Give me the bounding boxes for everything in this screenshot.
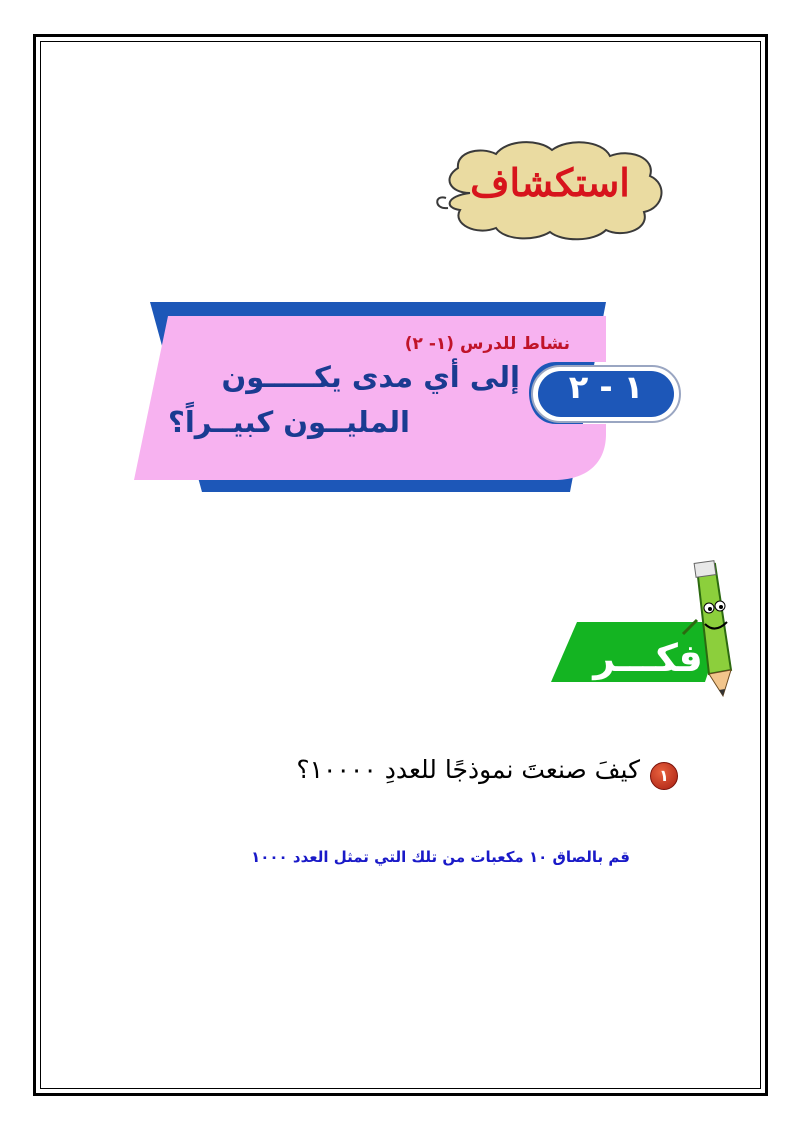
lesson-number-badge: ١ - ٢ [568,368,644,406]
question-text: كيفَ صنعتَ نموذجًا للعددِ ١٠٠٠٠؟ [296,755,640,784]
answer-text: قم بالصاق ١٠ مكعبات من تلك التي تمثل العدد ١٠٠٠ [251,848,630,866]
think-label: فكـــر [593,636,703,680]
lesson-activity-label: نشاط للدرس (١- ٢) [404,334,570,354]
lesson-title-line1: إلى أي مدى يكـــــون [221,360,520,394]
explore-title: استكشاف [470,160,630,205]
lesson-title-line2: المليــون كبيــراً؟ [168,405,410,439]
question-number-badge: ١ [650,762,678,790]
